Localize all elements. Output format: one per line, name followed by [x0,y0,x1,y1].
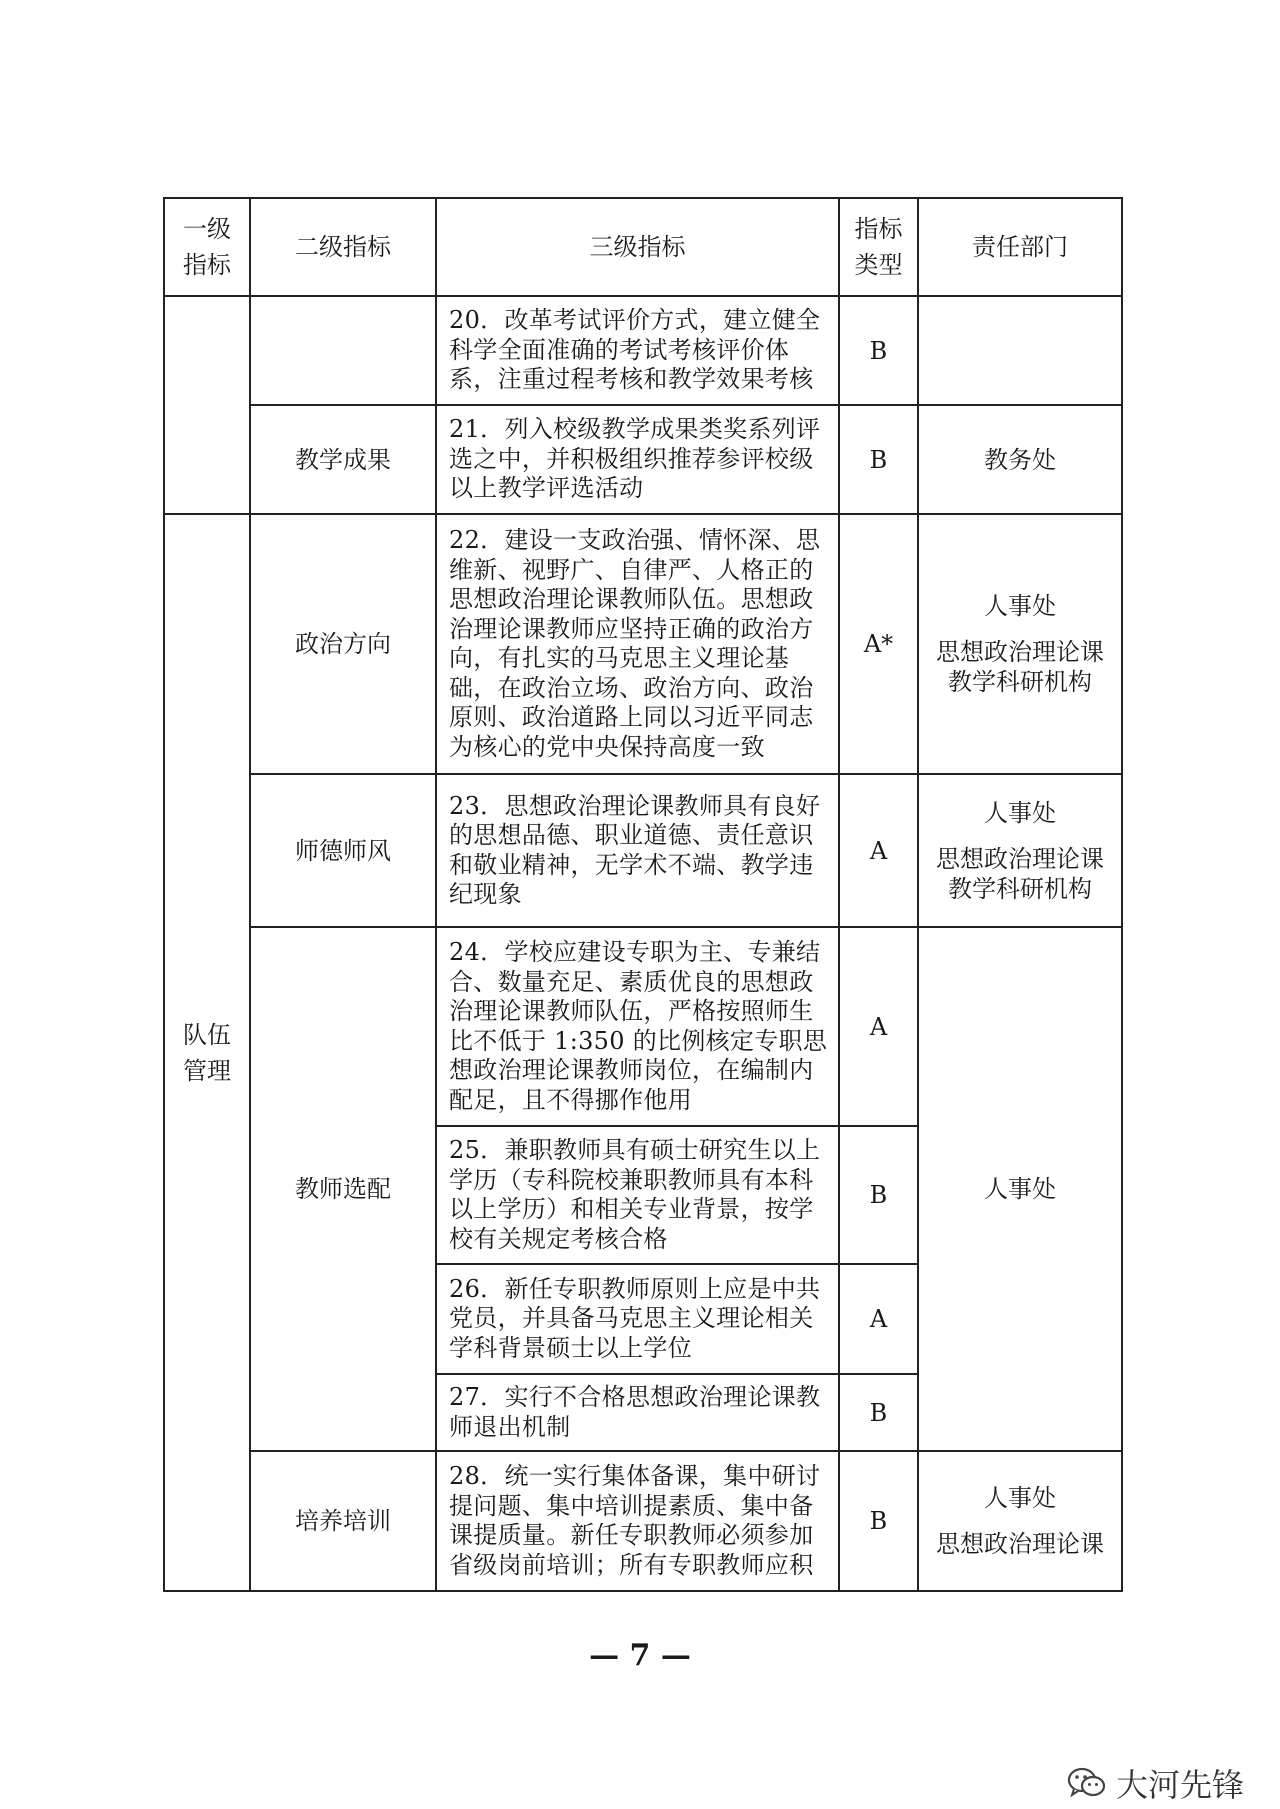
table-header-row [164,198,1122,296]
level3-cell: 23．思想政治理论课教师具有良好的思想品德、职业道德、责任意识和敬业精神，无学术不端、教学违纪现象 [436,774,839,927]
page-number: — 7 — [589,1638,691,1673]
watermark [1066,1760,1244,1806]
level3-cell: 24．学校应建设专职为主、专兼结合、数量充足、素质优良的思想政治理论课教师队伍，严格按照师生比不低于 1:350 的比例核定专职思想政治理论课教师岗位，在编制内配足，且不得挪作他用 [436,927,839,1126]
level3-cell: 22．建设一支政治强、情怀深、思维新、视野广、自律严、人格正的思想政治理论课教师队伍。思想政治理论课教师应坚持正确的政治方向，有扎实的马克思主义理论基础，在政治立场、政治方向、政治原则、政治道路上同以习近平同志为核心的党中央保持高度一致 [436,514,839,774]
level3-cell: 21．列入校级教学成果类奖系列评选之中，并积极组织推荐参评校级以上教学评选活动 [436,405,839,514]
header-level2: 二级指标 [250,198,436,296]
table-row [164,927,1122,1126]
type-cell: A* [839,514,918,774]
table-row [164,514,1122,774]
type-cell: B [839,405,918,514]
dept-personnel: 人事处 [984,592,1056,620]
level1-cell-blank [164,296,250,514]
wechat-icon [1066,1766,1108,1800]
type-cell: A [839,774,918,927]
type-cell: A [839,1264,918,1374]
level3-cell: 27．实行不合格思想政治理论课教师退出机制 [436,1374,839,1451]
type-cell: B [839,1126,918,1264]
header-level1: 一级 指标 [164,198,250,296]
dept-ideology-line1: 思想政治理论课 [936,844,1104,873]
type-cell: B [839,1451,918,1591]
dept-cell [918,1451,1122,1591]
dept-cell: 教务处 [918,405,1122,514]
level3-cell: 28．统一实行集体备课，集中研讨提问题、集中培训提素质、集中备课提质量。新任专职教师必须参加省级岗前培训；所有专职教师应积 [436,1451,839,1591]
dept-personnel: 人事处 [984,1484,1056,1512]
dept-cell: 人事处 [918,927,1122,1451]
dept-ideology-line1: 思想政治理论课 [936,638,1104,666]
dept-cell [918,514,1122,774]
watermark-text: 大河先锋 [1115,1766,1244,1804]
dept-ideology: 思想政治理论课 [936,1530,1104,1558]
table-row [164,296,1122,405]
header-dept: 责任部门 [918,198,1122,296]
level3-cell: 20．改革考试评价方式，建立健全科学全面准确的考试考核评价体系，注重过程考核和教学效果考核 [436,296,839,405]
level2-cell-blank [250,296,436,405]
type-cell: B [839,1374,918,1451]
level2-cell: 培养培训 [250,1451,436,1591]
level2-cell: 师德师风 [250,774,436,927]
type-cell: B [839,296,918,405]
level2-cell: 教学成果 [250,405,436,514]
type-cell: A [839,927,918,1126]
table-row [164,1451,1122,1591]
dept-ideology-line2: 教学科研机构 [948,874,1092,903]
dept-cell-blank [918,296,1122,405]
level2-cell: 政治方向 [250,514,436,774]
header-level3: 三级指标 [436,198,839,296]
indicator-table [163,197,1123,1592]
level3-cell: 25．兼职教师具有硕士研究生以上学历（专科院校兼职教师具有本科以上学历）和相关专业背景，按学校有关规定考核合格 [436,1126,839,1264]
dept-ideology-line2: 教学科研机构 [948,668,1092,696]
dept-cell [918,774,1122,927]
header-type: 指标 类型 [839,198,918,296]
dept-personnel: 人事处 [984,798,1056,827]
level2-cell: 教师选配 [250,927,436,1451]
table-row [164,774,1122,927]
level3-cell: 26．新任专职教师原则上应是中共党员，并具备马克思主义理论相关学科背景硕士以上学位 [436,1264,839,1374]
table-row [164,405,1122,514]
level1-cell: 队伍 管理 [164,514,250,1591]
